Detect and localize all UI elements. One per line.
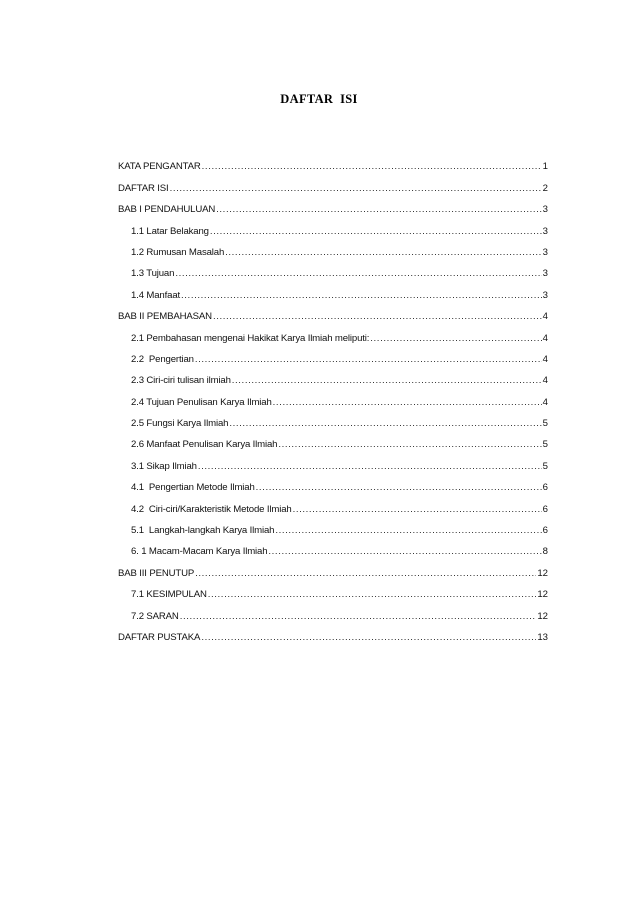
toc-page-number: 12	[537, 610, 548, 622]
toc-subentry[interactable]	[118, 216, 548, 237]
toc-page-number: 5	[542, 460, 548, 472]
toc-entry-label: DAFTAR PUSTAKA	[118, 631, 201, 643]
toc-entry-label: 4.1 Pengertian Metode Ilmiah	[131, 482, 255, 494]
toc-subentry[interactable]	[118, 409, 548, 430]
toc-subentry[interactable]	[118, 259, 548, 280]
toc-leader-dots	[273, 397, 542, 409]
toc-page-number: 4	[542, 375, 548, 387]
toc-entry-label: 4.2 Ciri-ciri/Karakteristik Metode Ilmiah	[131, 503, 292, 515]
toc-leader-dots	[293, 504, 542, 516]
toc-page-number: 5	[542, 418, 548, 430]
toc-leader-dots	[229, 418, 541, 430]
toc-leader-dots	[181, 290, 542, 302]
toc-subentry[interactable]	[118, 516, 548, 537]
toc-entry[interactable]	[118, 195, 548, 216]
toc-entry-label: 7.2 SARAN	[131, 610, 179, 622]
toc-page-number: 12	[537, 567, 548, 579]
toc-leader-dots	[216, 204, 542, 216]
toc-subentry[interactable]	[118, 366, 548, 387]
toc-page-number: 3	[542, 204, 548, 216]
toc-subentry[interactable]	[118, 280, 548, 301]
toc-subentry[interactable]	[118, 387, 548, 408]
toc-page-number: 4	[542, 332, 548, 344]
toc-entry[interactable]	[118, 152, 548, 173]
toc-entry-label: BAB II PEMBAHASAN	[118, 311, 212, 323]
toc-leader-dots	[195, 354, 542, 366]
toc-leader-dots	[210, 226, 542, 238]
toc-entry-label: DAFTAR ISI	[118, 182, 169, 194]
toc-entry-label: 2.2 Pengertian	[131, 353, 194, 365]
toc-page-number: 6	[542, 503, 548, 515]
toc-subentry[interactable]	[118, 238, 548, 259]
toc-entry-label: 1.2 Rumusan Masalah	[131, 246, 225, 258]
toc-leader-dots	[180, 611, 537, 623]
table-of-contents	[118, 152, 548, 644]
toc-leader-dots	[170, 183, 542, 195]
toc-leader-dots	[256, 482, 542, 494]
toc-entry-label: 2.5 Fungsi Karya Ilmiah	[131, 418, 229, 430]
toc-page-number: 3	[542, 246, 548, 258]
toc-entry-label: 5.1 Langkah-langkah Karya Ilmiah	[131, 525, 275, 537]
toc-leader-dots	[195, 568, 536, 580]
toc-leader-dots	[275, 525, 541, 537]
toc-leader-dots	[175, 268, 541, 280]
toc-entry-label: 1.4 Manfaat	[131, 289, 181, 301]
toc-page-number: 12	[537, 589, 548, 601]
toc-page-number: 13	[537, 631, 548, 643]
toc-entry-label: BAB I PENDAHULUAN	[118, 204, 216, 216]
toc-leader-dots	[202, 161, 542, 173]
toc-entry-label: 2.1 Pembahasan mengenai Hakikat Karya Ilmiah meliputi:	[131, 332, 370, 344]
toc-leader-dots	[268, 546, 541, 558]
toc-leader-dots	[370, 333, 541, 345]
toc-subentry[interactable]	[118, 345, 548, 366]
toc-leader-dots	[208, 589, 537, 601]
toc-entry-label: 2.4 Tujuan Penulisan Karya Ilmiah	[131, 396, 272, 408]
toc-entry-label: 1.3 Tujuan	[131, 268, 175, 280]
toc-entry-label: 2.6 Manfaat Penulisan Karya Ilmiah	[131, 439, 278, 451]
toc-leader-dots	[213, 311, 542, 323]
toc-page-number: 5	[542, 439, 548, 451]
toc-page-number: 3	[542, 289, 548, 301]
toc-subentry[interactable]	[118, 451, 548, 472]
toc-entry-label: 6. 1 Macam-Macam Karya Ilmiah	[131, 546, 268, 558]
toc-leader-dots	[201, 632, 536, 644]
toc-leader-dots	[198, 461, 542, 473]
toc-page-number: 4	[542, 311, 548, 323]
toc-entry[interactable]	[118, 558, 548, 579]
toc-page-number: 4	[542, 353, 548, 365]
toc-subentry[interactable]	[118, 494, 548, 515]
toc-subentry[interactable]	[118, 601, 548, 622]
toc-entry-label: 7.1 KESIMPULAN	[131, 589, 207, 601]
toc-page-number: 3	[542, 268, 548, 280]
toc-page-number: 2	[542, 182, 548, 194]
page-title: DAFTAR ISI	[280, 92, 358, 106]
toc-entry[interactable]	[118, 623, 548, 644]
toc-entry-label: 2.3 Ciri-ciri tulisan ilmiah	[131, 375, 231, 387]
toc-page-number: 6	[542, 525, 548, 537]
toc-entry-label: 3.1 Sikap Ilmiah	[131, 460, 197, 472]
toc-subentry[interactable]	[118, 537, 548, 558]
toc-page-number: 3	[542, 225, 548, 237]
toc-subentry[interactable]	[118, 473, 548, 494]
toc-entry-label: BAB III PENUTUP	[118, 567, 195, 579]
toc-entry-label: KATA PENGANTAR	[118, 161, 201, 173]
toc-page-number: 6	[542, 482, 548, 494]
toc-subentry[interactable]	[118, 430, 548, 451]
toc-leader-dots	[225, 247, 542, 259]
toc-entry-label: 1.1 Latar Belakang	[131, 225, 209, 237]
toc-entry[interactable]	[118, 302, 548, 323]
toc-leader-dots	[232, 375, 542, 387]
toc-page-number: 4	[542, 396, 548, 408]
toc-leader-dots	[278, 439, 541, 451]
toc-entry[interactable]	[118, 173, 548, 194]
toc-page-number: 1	[542, 161, 548, 173]
toc-subentry[interactable]	[118, 323, 548, 344]
toc-subentry[interactable]	[118, 580, 548, 601]
toc-page-number: 8	[542, 546, 548, 558]
